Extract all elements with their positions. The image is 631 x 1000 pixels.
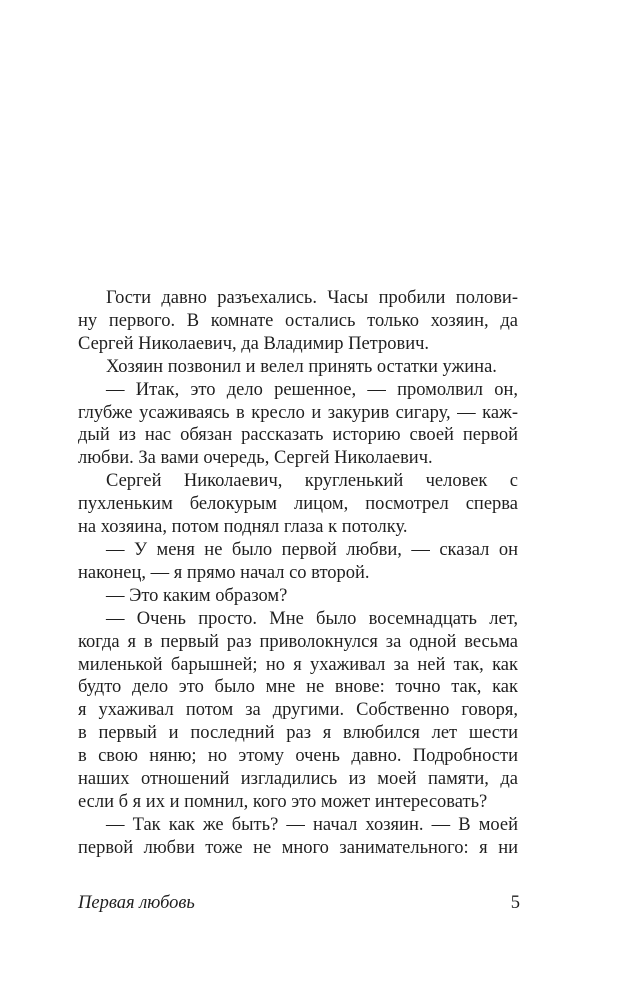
text-line: миленькой барышней; но я ухаживал за ней так, как — [78, 654, 518, 675]
text-line: любви. За вами очередь, Сергей Николаевич. — [78, 448, 433, 469]
paragraph — [78, 379, 518, 471]
text-line: если б я их и помнил, кого это может интересовать? — [78, 791, 488, 812]
page-number: 5 — [510, 893, 520, 913]
text-line: Хозяин позвонил и велел принять остатки ужина. — [106, 356, 497, 377]
paragraph — [78, 356, 518, 379]
paragraph — [78, 470, 518, 539]
footer — [78, 892, 520, 914]
text-line: наконец, — я прямо начал со второй. — [78, 562, 370, 583]
text-line: когда я в первый раз приволокнулся за одной весьма — [78, 631, 518, 652]
text-line: ну первого. В комнате остались только хозяин, да — [78, 310, 518, 331]
text-line: наших отношений изгладились из моей памяти, да — [78, 769, 518, 790]
text-line: в свою няню; но этому очень давно. Подробности — [78, 746, 518, 767]
paragraph — [78, 287, 518, 356]
text-line: пухленьким белокурым лицом, посмотрел сперва — [78, 494, 518, 515]
running-title: Первая любовь — [78, 893, 195, 913]
text-line: — Итак, это дело решенное, — промолвил он, — [106, 379, 518, 400]
text-line: Сергей Николаевич, да Владимир Петрович. — [78, 333, 430, 354]
text-line: я ухаживал потом за другими. Собственно говоря, — [78, 700, 518, 721]
text-line: — Это каким образом? — [106, 585, 288, 606]
text-line: — Так как же быть? — начал хозяин. — В моей — [106, 814, 518, 835]
text-line: — Очень просто. Мне было восемнадцать лет, — [106, 608, 518, 629]
text-block — [78, 287, 518, 860]
text-line: первой любви тоже не много занимательного: я ни — [78, 837, 518, 858]
paragraph — [78, 814, 518, 860]
paragraph — [78, 585, 518, 608]
text-line: будто дело это было мне не внове: точно так, как — [78, 677, 518, 698]
paragraph — [78, 608, 518, 814]
text-line: Сергей Николаевич, кругленький человек с — [106, 471, 518, 492]
text-line: глубже усаживаясь в кресло и закурив сигару, — каж- — [78, 402, 518, 423]
text-line: дый из нас обязан рассказать историю своей первой — [78, 425, 518, 446]
text-line: на хозяина, потом поднял глаза к потолку. — [78, 517, 408, 538]
text-line: — У меня не было первой любви, — сказал он — [106, 539, 518, 560]
text-line: Гости давно разъехались. Часы пробили полови- — [106, 288, 518, 308]
paragraph — [78, 539, 518, 585]
text-line: в первый и последний раз я влюбился лет шести — [78, 723, 518, 744]
